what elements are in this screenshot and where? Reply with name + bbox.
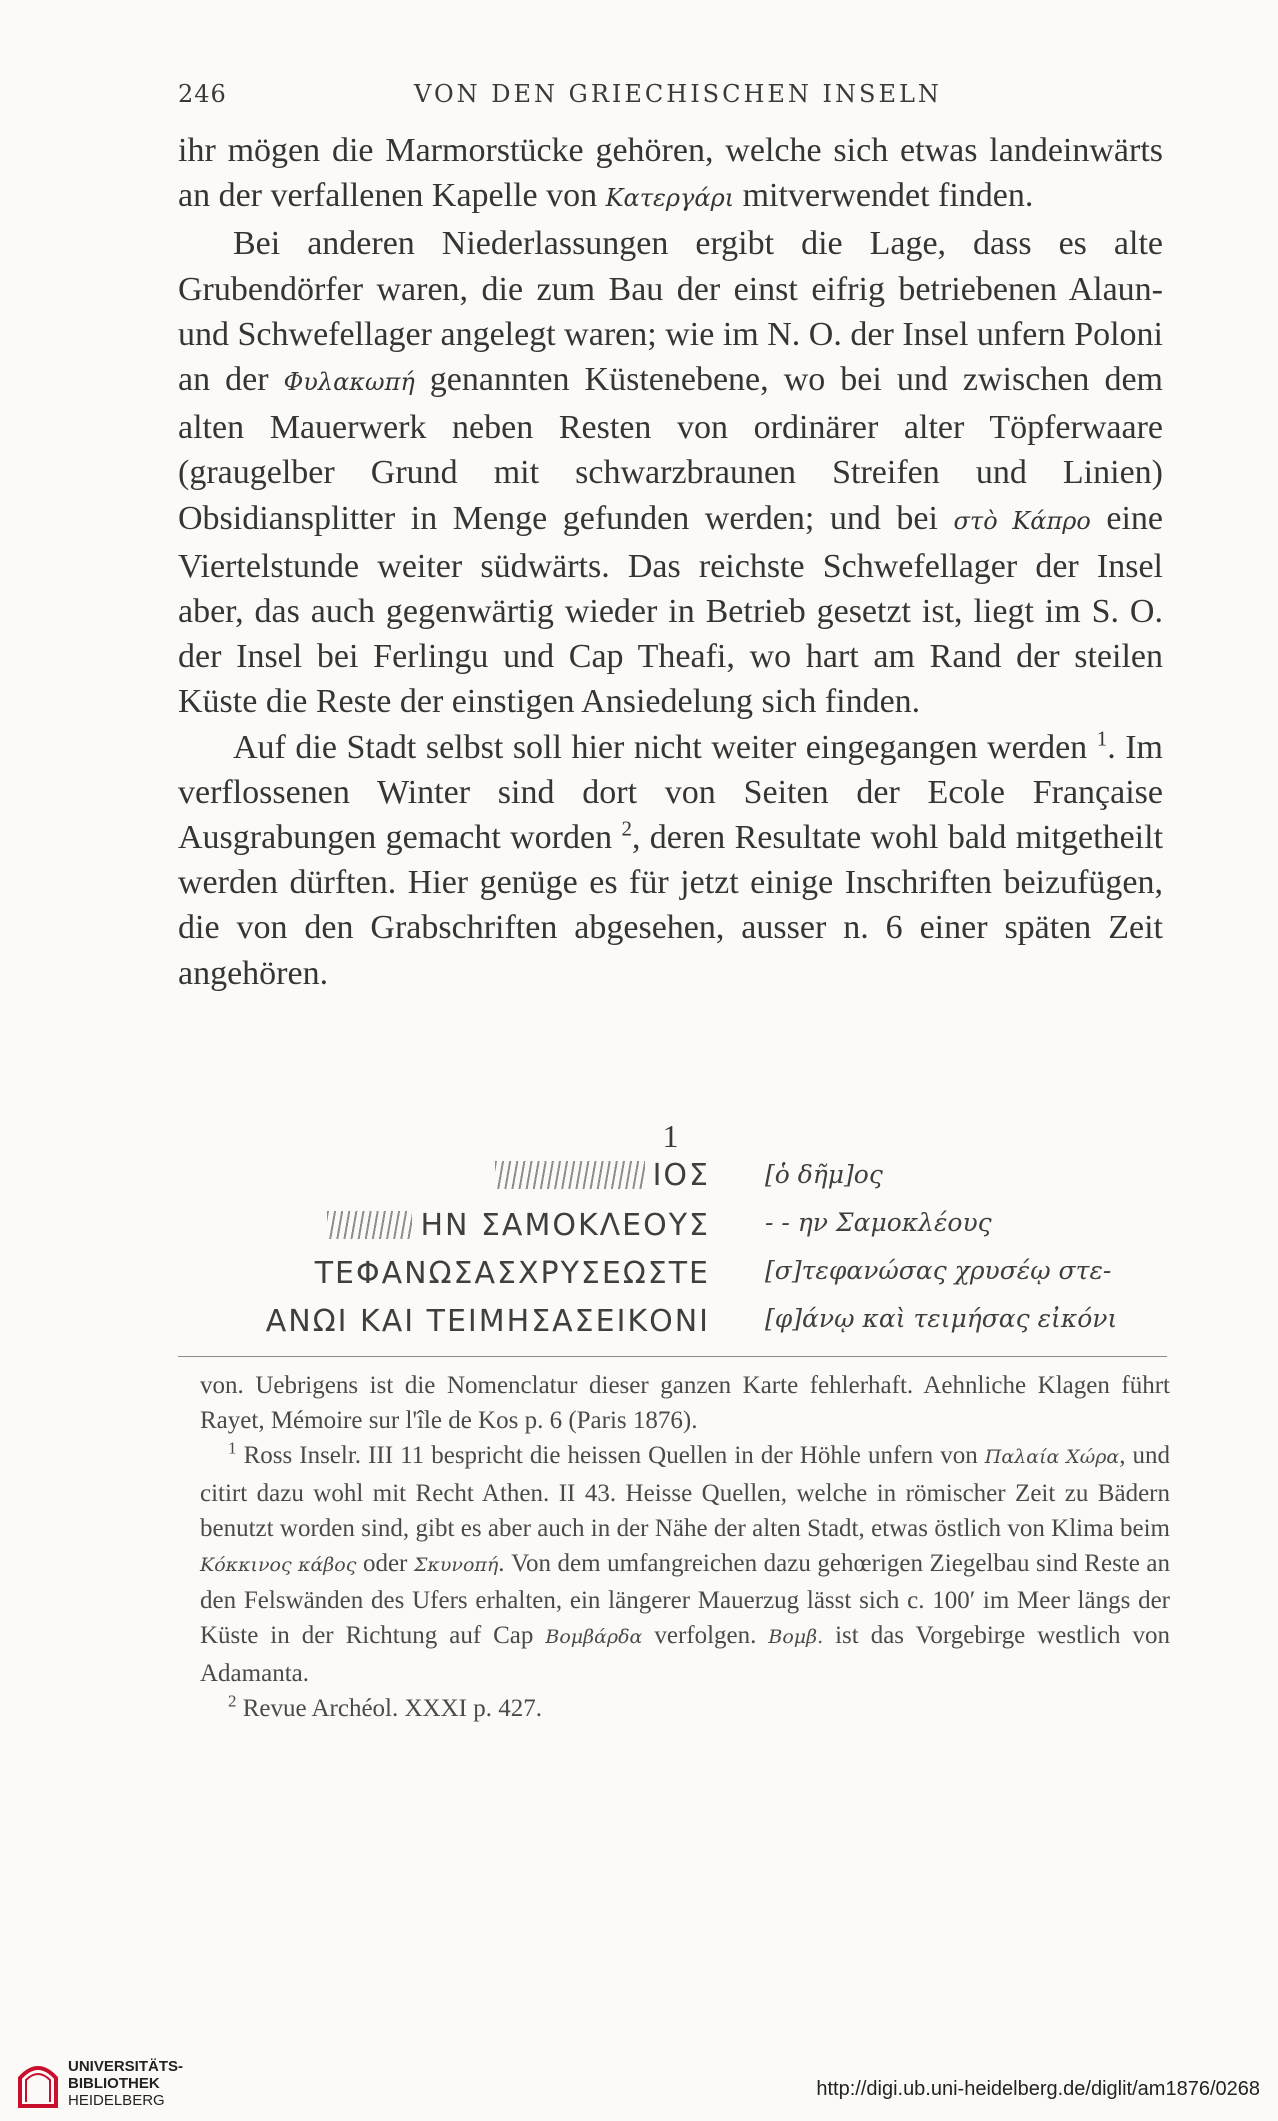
- footnote-2: $^2$ Revue Archéol. XXXI p. 427.: [228, 1691, 542, 1722]
- footnote-continuation: von. Uebrigens ist die Nomenclatur dieser ganzen Karte fehlerhaft. Aehnliche Klagen führt Rayet, Mémoire sur l'île de Kos p. 6 (Paris 1876).: [200, 1372, 1170, 1435]
- permalink-url[interactable]: http://digi.ub.uni-heidelberg.de/diglit/am1876/0268: [816, 2078, 1260, 2100]
- damaged-stone-hatch: [327, 1211, 412, 1239]
- footnote-ref-2[interactable]: 2: [621, 816, 632, 841]
- running-title: VON DEN GRIECHISCHEN INSELN: [414, 80, 942, 108]
- inscription-line: ΙΟΣ: [190, 1158, 710, 1193]
- footer-bar: [0, 2050, 1278, 2121]
- university-library-logo-icon: [16, 2056, 60, 2110]
- page-number: 246: [178, 80, 227, 108]
- greek-term: στὸ Κάπρο: [953, 506, 1091, 535]
- greek-term: Φυλακωπή: [283, 368, 415, 397]
- library-name: UNIVERSITÄTS- BIBLIOTHEK HEIDELBERG: [68, 2058, 184, 2109]
- paragraph-2: Bei anderen Niederlassungen ergibt die Lage, dass es alte Grubendörfer waren, die zum Bau der einst eifrig betriebenen Alaun- und Schwefellager angelegt waren; wie im N. O. der Insel unfern Poloni an der Φυλακωπή genannten Küstenebene, wo bei und zwischen dem alten Mauerwerk neben Resten von ordinärer alter Töpferwaare (graugelber Grund mit schwarzbraunen Streifen und Linien) Obsidiansplitter in Menge gefunden werden; und bei στὸ Κάπρο eine Viertelstunde weiter südwärts. Das reichste Schwefellager der Insel aber, das auch gegenwärtig wieder in Betrieb gesetzt ist, liegt im S. O. der Insel bei Ferlingu und Cap Theafi, wo hart am Rand der steilen Küste die Reste der einstigen Ansiedelung sich finden.: [178, 225, 1164, 721]
- inscription-line: ΤΕΦΑΝΩΣΑΣΧΡΥΣΕΩΣΤΕ: [314, 1256, 710, 1291]
- paragraph-3: Auf die Stadt selbst soll hier nicht weiter eingegangen werden $^1$. Im verflossenen Winter sind dort von Seiten der Ecole Française Ausgrabungen gemacht worden $^2$, deren Resultate wohl bald mitgetheilt werden dürften. Hier genüge es für jetzt einige Inschriften beizufügen, die von den Grabschriften abgesehen, ausser n. 6 einer späten Zeit angehören.: [178, 726, 1164, 992]
- inscription-number: 1: [662, 1118, 679, 1154]
- damaged-stone-hatch: [495, 1161, 645, 1189]
- transcription-line: [φ]άνῳ καὶ τειμήσας εἰκόνι: [765, 1304, 1118, 1333]
- paragraph-1: ihr mögen die Marmorstücke gehören, welche sich etwas landeinwärts an der verfallenen Kapelle von Κατεργάρι mitverwendet finden.: [178, 132, 1163, 215]
- footnotes: [200, 1368, 1170, 1726]
- page-header: [178, 80, 1178, 120]
- footnote-1: $^1$ Ross Inselr. III 11 bespricht die heissen Quellen in der Höhle unfern von Παλαία Χώρα, und citirt dazu wohl mit Recht Athen. II 43. Heisse Quellen, welche in römischer Zeit zu Bädern benutzt worden sind, gibt es aber auch in der Nähe der alten Stadt, etwas östlich von Klima beim Κόκκινος κάβος oder Σκυνοπή. Von dem umfangreichen dazu gehœrigen Ziegelbau sind Reste an den Felswänden des Ufers erhalten, ein längerer Mauerzug lässt sich c. 100′ im Meer längs der Küste in der Richtung auf Cap Βομβάρδα verfolgen. Βομβ. ist das Vorgebirge westlich von Adamanta.: [200, 1439, 1171, 1687]
- transcription-line: [ὁ δῆμ]ος: [765, 1160, 883, 1189]
- footnote-ref-1[interactable]: 1: [1096, 726, 1108, 751]
- footnote-divider: [178, 1356, 1167, 1357]
- inscription-line: ΗΝ ΣΑΜΟΚΛΕΟΥΣ: [190, 1208, 710, 1243]
- greek-term: Κατεργάρι: [605, 184, 735, 213]
- inscription-line: ΑΝΩΙ ΚΑΙ ΤΕΙΜΗΣΑΣΕΙΚΟΝΙ: [265, 1304, 710, 1339]
- main-text: [178, 128, 1163, 996]
- transcription-line: - - ην Σαμοκλέους: [765, 1208, 992, 1237]
- transcription-line: [σ]τεφανώσας χρυσέῳ στε-: [765, 1256, 1112, 1285]
